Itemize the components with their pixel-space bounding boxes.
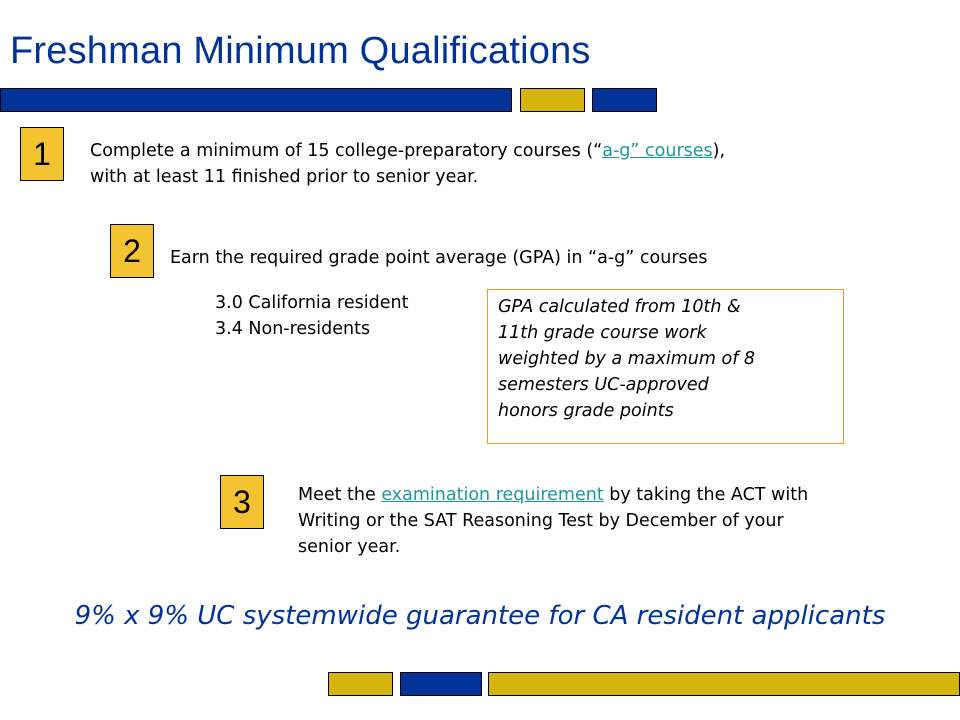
top-gold-bar <box>520 88 585 112</box>
gpa-non-resident: 3.4 Non-residents <box>215 319 371 339</box>
gpa-note-line: semesters UC-approved <box>498 375 709 395</box>
step-number-2: 2 <box>110 224 154 278</box>
top-long-blue-bar <box>0 88 512 112</box>
bottom-gold-bar-long <box>488 672 960 696</box>
gpa-note-line: weighted by a maximum of 8 <box>498 349 756 369</box>
step-1-text <box>90 138 725 190</box>
step-3-text <box>298 482 808 560</box>
a-g-courses-link[interactable]: a-g” courses <box>602 141 713 161</box>
guarantee-statement: 9% x 9% UC systemwide guarantee for CA resident applicants <box>74 601 886 631</box>
bottom-blue-bar <box>400 672 482 696</box>
step-3-text-line3: senior year. <box>298 537 401 557</box>
gpa-calculation-note <box>487 289 844 444</box>
gpa-note-line: honors grade points <box>498 401 674 421</box>
page-title: Freshman Minimum Qualifications <box>10 30 591 72</box>
gpa-note-line: 11th grade course work <box>498 323 707 343</box>
gpa-note-line: GPA calculated from 10th & <box>498 297 741 317</box>
gpa-requirements <box>215 290 408 342</box>
step-1-text-line2: with at least 11 finished prior to senior year. <box>90 167 479 187</box>
step-3-text-pre: Meet the <box>298 485 382 505</box>
step-1-text-pre: Complete a minimum of 15 college-preparatory courses (“ <box>90 141 603 161</box>
step-number-3: 3 <box>220 475 264 529</box>
step-number-1: 1 <box>20 127 64 181</box>
top-short-blue-bar <box>592 88 657 112</box>
step-2-text: Earn the required grade point average (GPA) in “a-g” courses <box>170 248 708 268</box>
gpa-resident: 3.0 California resident <box>215 293 409 313</box>
step-3-text-post: by taking the ACT with <box>603 485 809 505</box>
examination-requirement-link[interactable]: examination requirement <box>381 485 604 505</box>
bottom-gold-bar-short <box>328 672 393 696</box>
step-1-text-post: ), <box>712 141 726 161</box>
step-3-text-line2: Writing or the SAT Reasoning Test by December of your <box>298 511 784 531</box>
